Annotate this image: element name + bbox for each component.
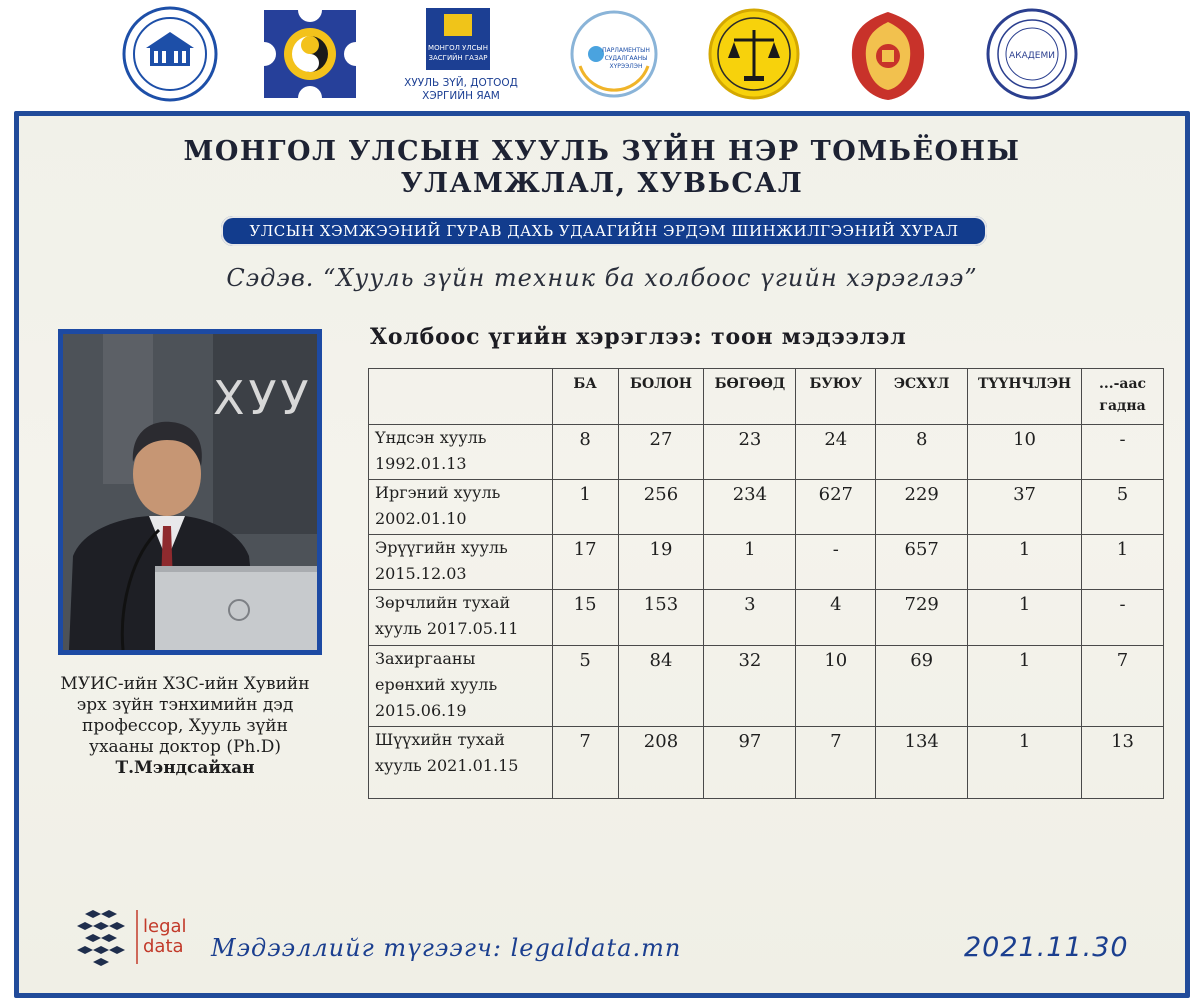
value-cell: 27 xyxy=(618,425,704,480)
value-cell: 17 xyxy=(552,535,618,590)
table-row xyxy=(369,727,1164,799)
yin-yang-puzzle-logo xyxy=(264,10,356,98)
law-name-cell: Захиргааны ерөнхий хууль 2015.06.19 xyxy=(369,646,553,727)
table-row xyxy=(369,425,1164,480)
value-cell: 1 xyxy=(704,535,796,590)
value-cell: 208 xyxy=(618,727,704,799)
speaker-name: Т.Мэндсайхан xyxy=(115,758,255,778)
value-cell: 1 xyxy=(552,480,618,535)
svg-text:ПАРЛАМЕНТЫН: ПАРЛАМЕНТЫН xyxy=(602,47,650,54)
value-cell: 234 xyxy=(704,480,796,535)
data-table xyxy=(368,368,1164,799)
backdrop-text: ХУУ xyxy=(213,371,313,425)
value-cell: 7 xyxy=(1082,646,1164,727)
slide-date: 2021.11.30 xyxy=(964,932,1129,963)
justice-scales-logo xyxy=(708,8,800,100)
conference-badge: УЛСЫН ХЭМЖЭЭНИЙ ГУРАВ ДАХЬ УДААГИЙН ЭРДЭМ ШИНЖИЛГЭЭНИЙ ХУРАЛ xyxy=(221,216,987,246)
value-cell: 69 xyxy=(876,646,968,727)
speaker-caption xyxy=(25,674,345,779)
header-cell: ТҮҮНЧЛЭН xyxy=(968,369,1082,425)
title-line-1: МОНГОЛ УЛСЫН ХУУЛЬ ЗҮЙН НЭР ТОМЬЁОНЫ xyxy=(183,136,1021,167)
slide-frame xyxy=(14,111,1190,998)
value-cell: 37 xyxy=(968,480,1082,535)
value-cell: 13 xyxy=(1082,727,1164,799)
svg-text:СУДАЛГААНЫ: СУДАЛГААНЫ xyxy=(604,55,648,62)
value-cell: 32 xyxy=(704,646,796,727)
header-cell xyxy=(369,369,553,425)
table-row xyxy=(369,646,1164,727)
provider-text: Мэдээллийг түгээгч: legaldata.mn xyxy=(211,934,682,962)
legaldata-logo xyxy=(77,906,197,966)
value-cell: 7 xyxy=(796,727,876,799)
value-cell: 24 xyxy=(796,425,876,480)
value-cell: 7 xyxy=(552,727,618,799)
value-cell: 8 xyxy=(876,425,968,480)
caption-line-3: профессор, Хууль зүйн xyxy=(82,716,288,736)
header-cell: БУЮУ xyxy=(796,369,876,425)
table-header-row xyxy=(369,369,1164,425)
table-title: Холбоос үгийн хэрэглээ: тоон мэдээлэл xyxy=(370,324,907,350)
law-name-cell: Иргэний хууль 2002.01.10 xyxy=(369,480,553,535)
table-row xyxy=(369,590,1164,646)
value-cell: 1 xyxy=(968,590,1082,646)
value-cell: - xyxy=(1082,590,1164,646)
value-cell: 1 xyxy=(1082,535,1164,590)
svg-text:МОНГОЛ УЛСЫН: МОНГОЛ УЛСЫН xyxy=(428,44,488,52)
value-cell: 229 xyxy=(876,480,968,535)
state-emblem-logo xyxy=(846,8,930,102)
value-cell: - xyxy=(796,535,876,590)
header-cell: БОЛОН xyxy=(618,369,704,425)
law-name-cell: Эрүүгийн хууль 2015.12.03 xyxy=(369,535,553,590)
value-cell: 19 xyxy=(618,535,704,590)
value-cell: 8 xyxy=(552,425,618,480)
value-cell: 4 xyxy=(796,590,876,646)
law-name-cell: Зөрчлийн тухай хууль 2017.05.11 xyxy=(369,590,553,646)
value-cell: 84 xyxy=(618,646,704,727)
title-line-2: УЛАМЖЛАЛ, ХУВЬСАЛ xyxy=(400,168,804,199)
svg-text:АКАДЕМИ: АКАДЕМИ xyxy=(1009,51,1055,61)
caption-line-1: МУИС-ийн ХЗС-ийн Хувийн xyxy=(60,674,310,694)
slide-title xyxy=(19,136,1185,200)
value-cell: 153 xyxy=(618,590,704,646)
value-cell: 657 xyxy=(876,535,968,590)
brand-legal: legal xyxy=(143,916,187,937)
value-cell: 97 xyxy=(704,727,796,799)
svg-text:ХУУЛЬ ЗҮЙ, ДОТООД: ХУУЛЬ ЗҮЙ, ДОТООД xyxy=(404,77,518,89)
svg-text:ХЭРГИЙН ЯАМ: ХЭРГИЙН ЯАМ xyxy=(422,90,500,102)
value-cell: 134 xyxy=(876,727,968,799)
value-cell: 10 xyxy=(968,425,1082,480)
table-row xyxy=(369,535,1164,590)
ministry-justice-logo xyxy=(396,8,526,104)
subject-line: Сэдэв. “Хууль зүйн техник ба холбоос үгийн хэрэглээ” xyxy=(226,264,978,292)
value-cell: 1 xyxy=(968,535,1082,590)
svg-text:ЗАСГИЙН ГАЗАР: ЗАСГИЙН ГАЗАР xyxy=(428,54,488,62)
brand-data: data xyxy=(143,936,184,957)
svg-text:ХҮРЭЭЛЭН: ХҮРЭЭЛЭН xyxy=(609,63,643,70)
value-cell: 15 xyxy=(552,590,618,646)
law-name-cell: Үндсэн хууль 1992.01.13 xyxy=(369,425,553,480)
caption-line-4: ухааны доктор (Ph.D) xyxy=(88,737,282,757)
header-cell: БА xyxy=(552,369,618,425)
value-cell: 1 xyxy=(968,727,1082,799)
value-cell: 23 xyxy=(704,425,796,480)
caption-line-2: эрх зүйн тэнхимийн дэд xyxy=(76,695,294,715)
law-name-cell: Шүүхийн тухай хууль 2021.01.15 xyxy=(369,727,553,799)
value-cell: 5 xyxy=(1082,480,1164,535)
academy-seal xyxy=(984,8,1080,100)
speaker-photo xyxy=(58,329,322,655)
state-university-seal xyxy=(120,6,220,102)
value-cell: 10 xyxy=(796,646,876,727)
table-row xyxy=(369,480,1164,535)
logo-row xyxy=(0,0,1200,108)
value-cell: 729 xyxy=(876,590,968,646)
value-cell: 627 xyxy=(796,480,876,535)
value-cell: - xyxy=(1082,425,1164,480)
header-cell: ...-аас гадна xyxy=(1082,369,1164,425)
parliament-research-logo xyxy=(566,10,662,98)
value-cell: 3 xyxy=(704,590,796,646)
value-cell: 256 xyxy=(618,480,704,535)
header-cell: ЭСХҮЛ xyxy=(876,369,968,425)
value-cell: 1 xyxy=(968,646,1082,727)
value-cell: 5 xyxy=(552,646,618,727)
header-cell: БӨГӨӨД xyxy=(704,369,796,425)
